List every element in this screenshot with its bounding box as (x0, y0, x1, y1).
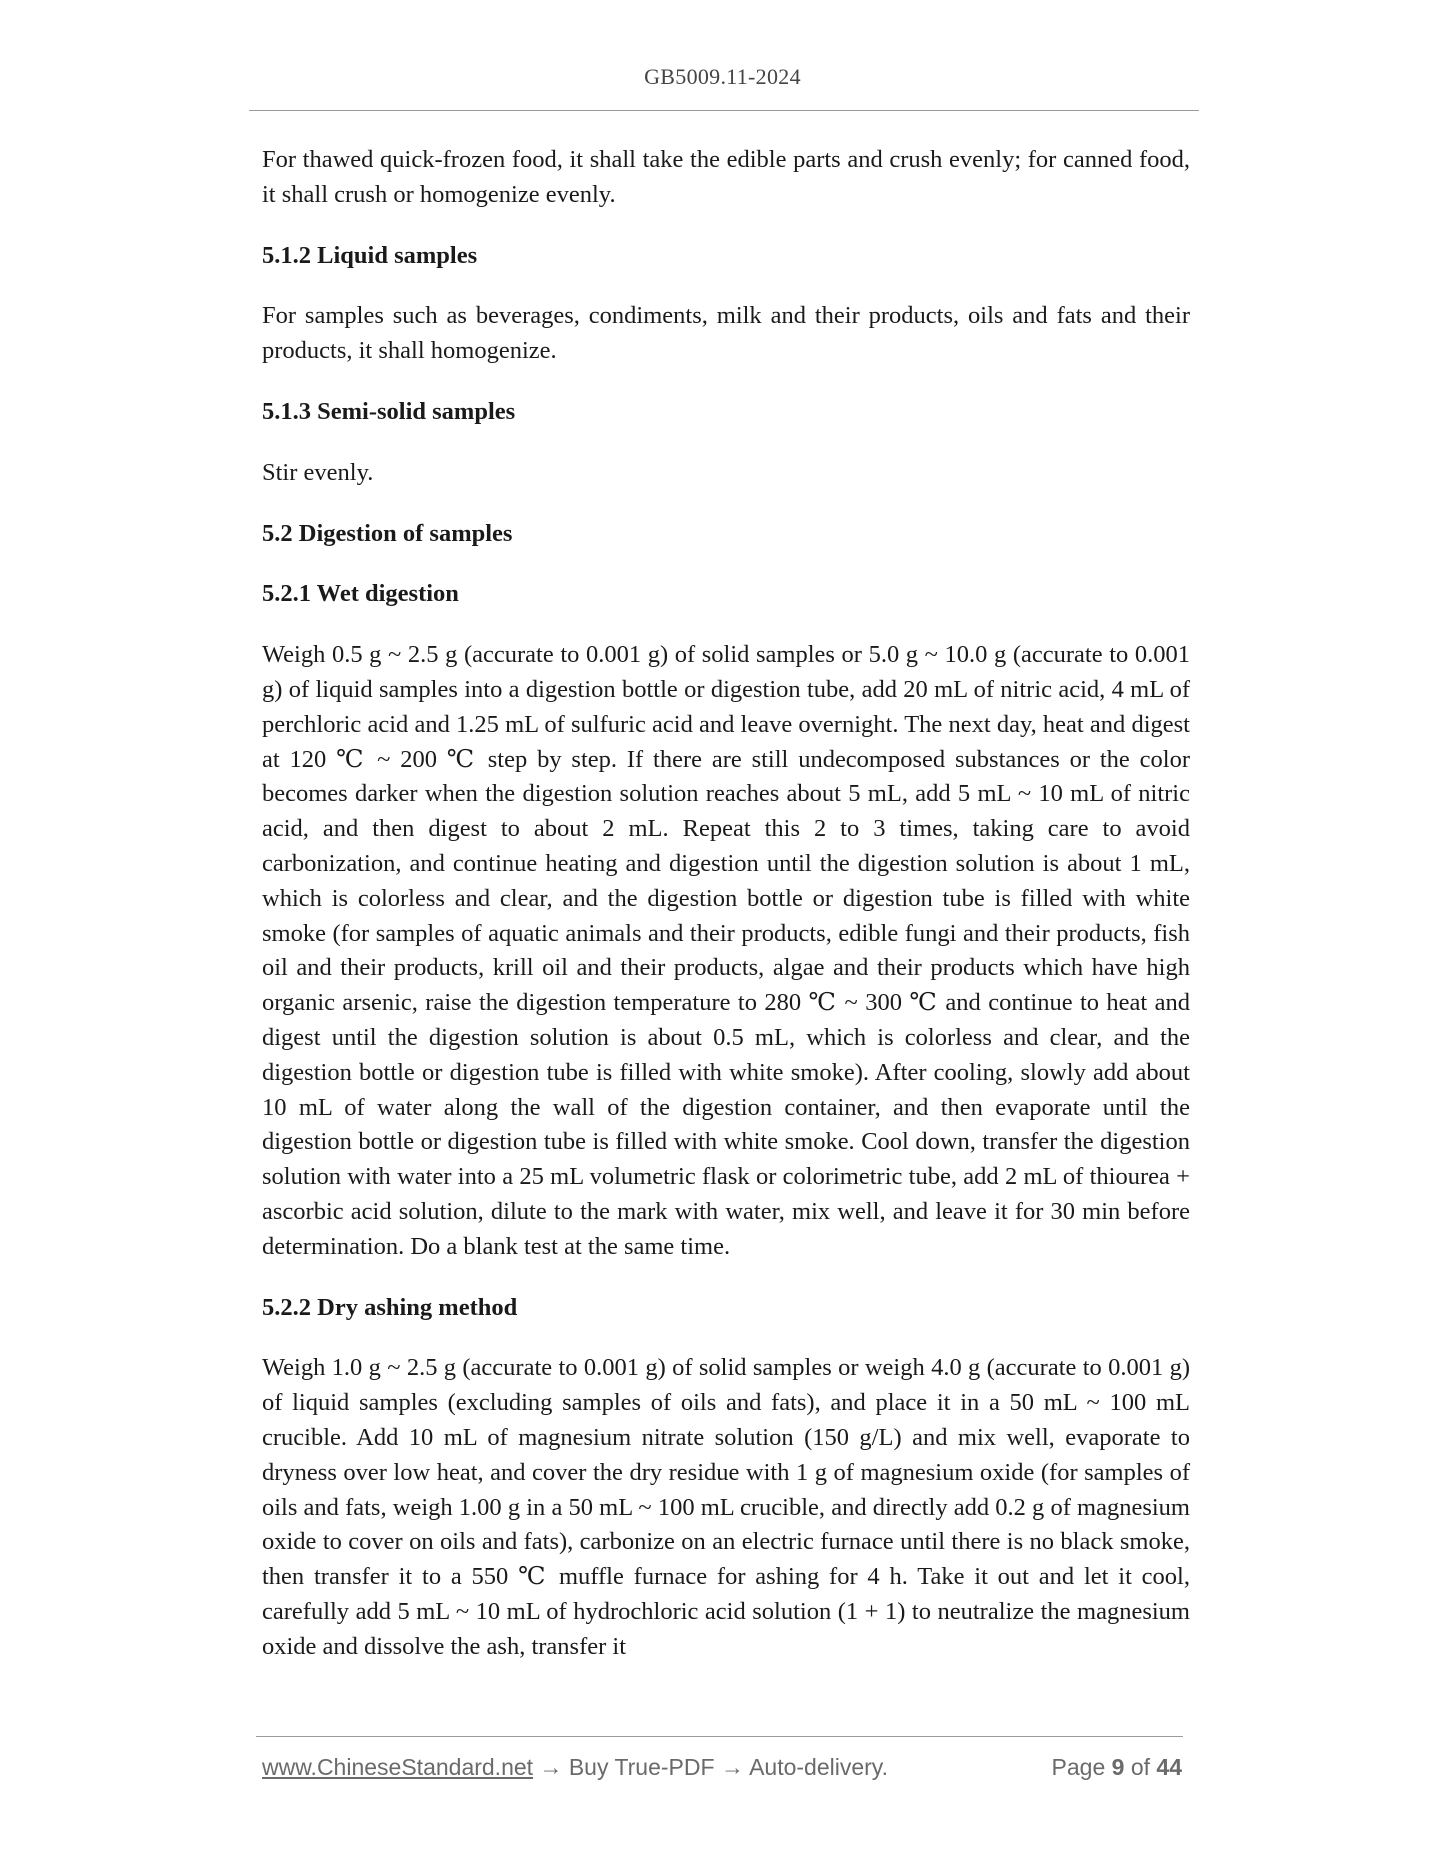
arrow-right-icon: → (714, 1754, 750, 1780)
paragraph-liquid-samples: For samples such as beverages, condiments, milk and their products, oils and fats and their products, it shall homogenize. (262, 302, 1190, 365)
paragraph-stir-evenly: Stir evenly. (262, 458, 374, 486)
page-current: 9 (1111, 1754, 1125, 1780)
heading-wet-digestion: 5.2.1 Wet digestion (262, 580, 459, 608)
heading-dry-ashing-method: 5.2.2 Dry ashing method (262, 1293, 518, 1321)
auto-delivery-text: Auto-delivery. (749, 1754, 888, 1780)
paragraph-thawed-food: For thawed quick-frozen food, it shall take the edible parts and crush evenly; for canned food, it shall crush or homogenize evenly. (262, 146, 1190, 208)
heading-digestion-of-samples: 5.2 Digestion of samples (262, 519, 513, 547)
page-number (1052, 1752, 1182, 1782)
arrow-right-icon: → (533, 1754, 569, 1780)
paragraph-dry-ashing-method: Weigh 1.0 g ~ 2.5 g (accurate to 0.001 g) of solid samples or weigh 4.0 g (accurate to 0.001 g) of liquid samples (excluding samples of oils and fats), and place it in a 50 mL ~ 100 mL crucible. Add 10 mL of magnesium nitrate solution (150 g/L) and mix well, evaporate to dryness over low heat, and cover the dry residue with 1 g of magnesium oxide (for samples of oils and fats, weigh 1.00 g in a 50 mL ~ 100 mL crucible, and directly add 0.2 g of magnesium oxide to cover on oils and fats), carbonize on an electric furnace until there is no black smoke, then transfer it to a 550 ℃ muffle furnace for ashing for 4 h. Take it out and let it cool, carefully add 5 mL ~ 10 mL of hydrochloric acid solution (1 + 1) to neutralize the magnesium oxide and dissolve the ash, transfer it (262, 1354, 1190, 1660)
header-divider (249, 110, 1199, 111)
paragraph-wet-digestion: Weigh 0.5 g ~ 2.5 g (accurate to 0.001 g) of solid samples or 5.0 g ~ 10.0 g (accurate to 0.001 g) of liquid samples into a digestion bottle or digestion tube, add 20 mL of nitric acid, 4 mL of perchloric acid and 1.25 mL of sulfuric acid and leave overnight. The next day, heat and digest at 120 ℃ ~ 200 ℃ step by step. If there are still undecomposed substances or the color becomes darker when the digestion solution reaches about 5 mL, add 5 mL ~ 10 mL of nitric acid, and then digest to about 2 mL. Repeat this 2 to 3 times, taking care to avoid carbonization, and continue heating and digestion until the digestion solution is about 1 mL, which is colorless and clear, and the digestion bottle or digestion tube is filled with white smoke (for samples of aquatic animals and their products, edible fungi and their products, fish oil and their products, krill oil and their products, algae and their products which have high organic arsenic, raise the digestion temperature to 280 ℃ ~ 300 ℃ and continue to heat and digest until the digestion solution is about 0.5 mL, which is colorless and clear, and the digestion bottle or digestion tube is filled with white smoke). After cooling, slowly add about 10 mL of water along the wall of the digestion container, and then evaporate until the digestion bottle or digestion tube is filled with white smoke. Cool down, transfer the digestion solution with water into a 25 mL volumetric flask or colorimetric tube, add 2 mL of thiourea + ascorbic acid solution, dilute to the mark with water, mix well, and leave it for 30 min before determination. Do a blank test at the same time. (262, 641, 1190, 1260)
document-body (262, 143, 1190, 1690)
footer-divider (256, 1736, 1183, 1737)
page-of-label: of (1130, 1754, 1151, 1780)
heading-semi-solid-samples: 5.1.3 Semi-solid samples (262, 397, 516, 425)
chinesestandard-link[interactable]: www.ChineseStandard.net (262, 1754, 534, 1780)
footer-promo (262, 1752, 888, 1782)
page-header-title: GB5009.11-2024 (644, 64, 801, 89)
page-total: 44 (1156, 1754, 1182, 1780)
heading-liquid-samples: 5.1.2 Liquid samples (262, 241, 478, 269)
page-label: Page (1051, 1754, 1106, 1780)
buy-true-pdf-text: Buy True-PDF (568, 1754, 715, 1780)
